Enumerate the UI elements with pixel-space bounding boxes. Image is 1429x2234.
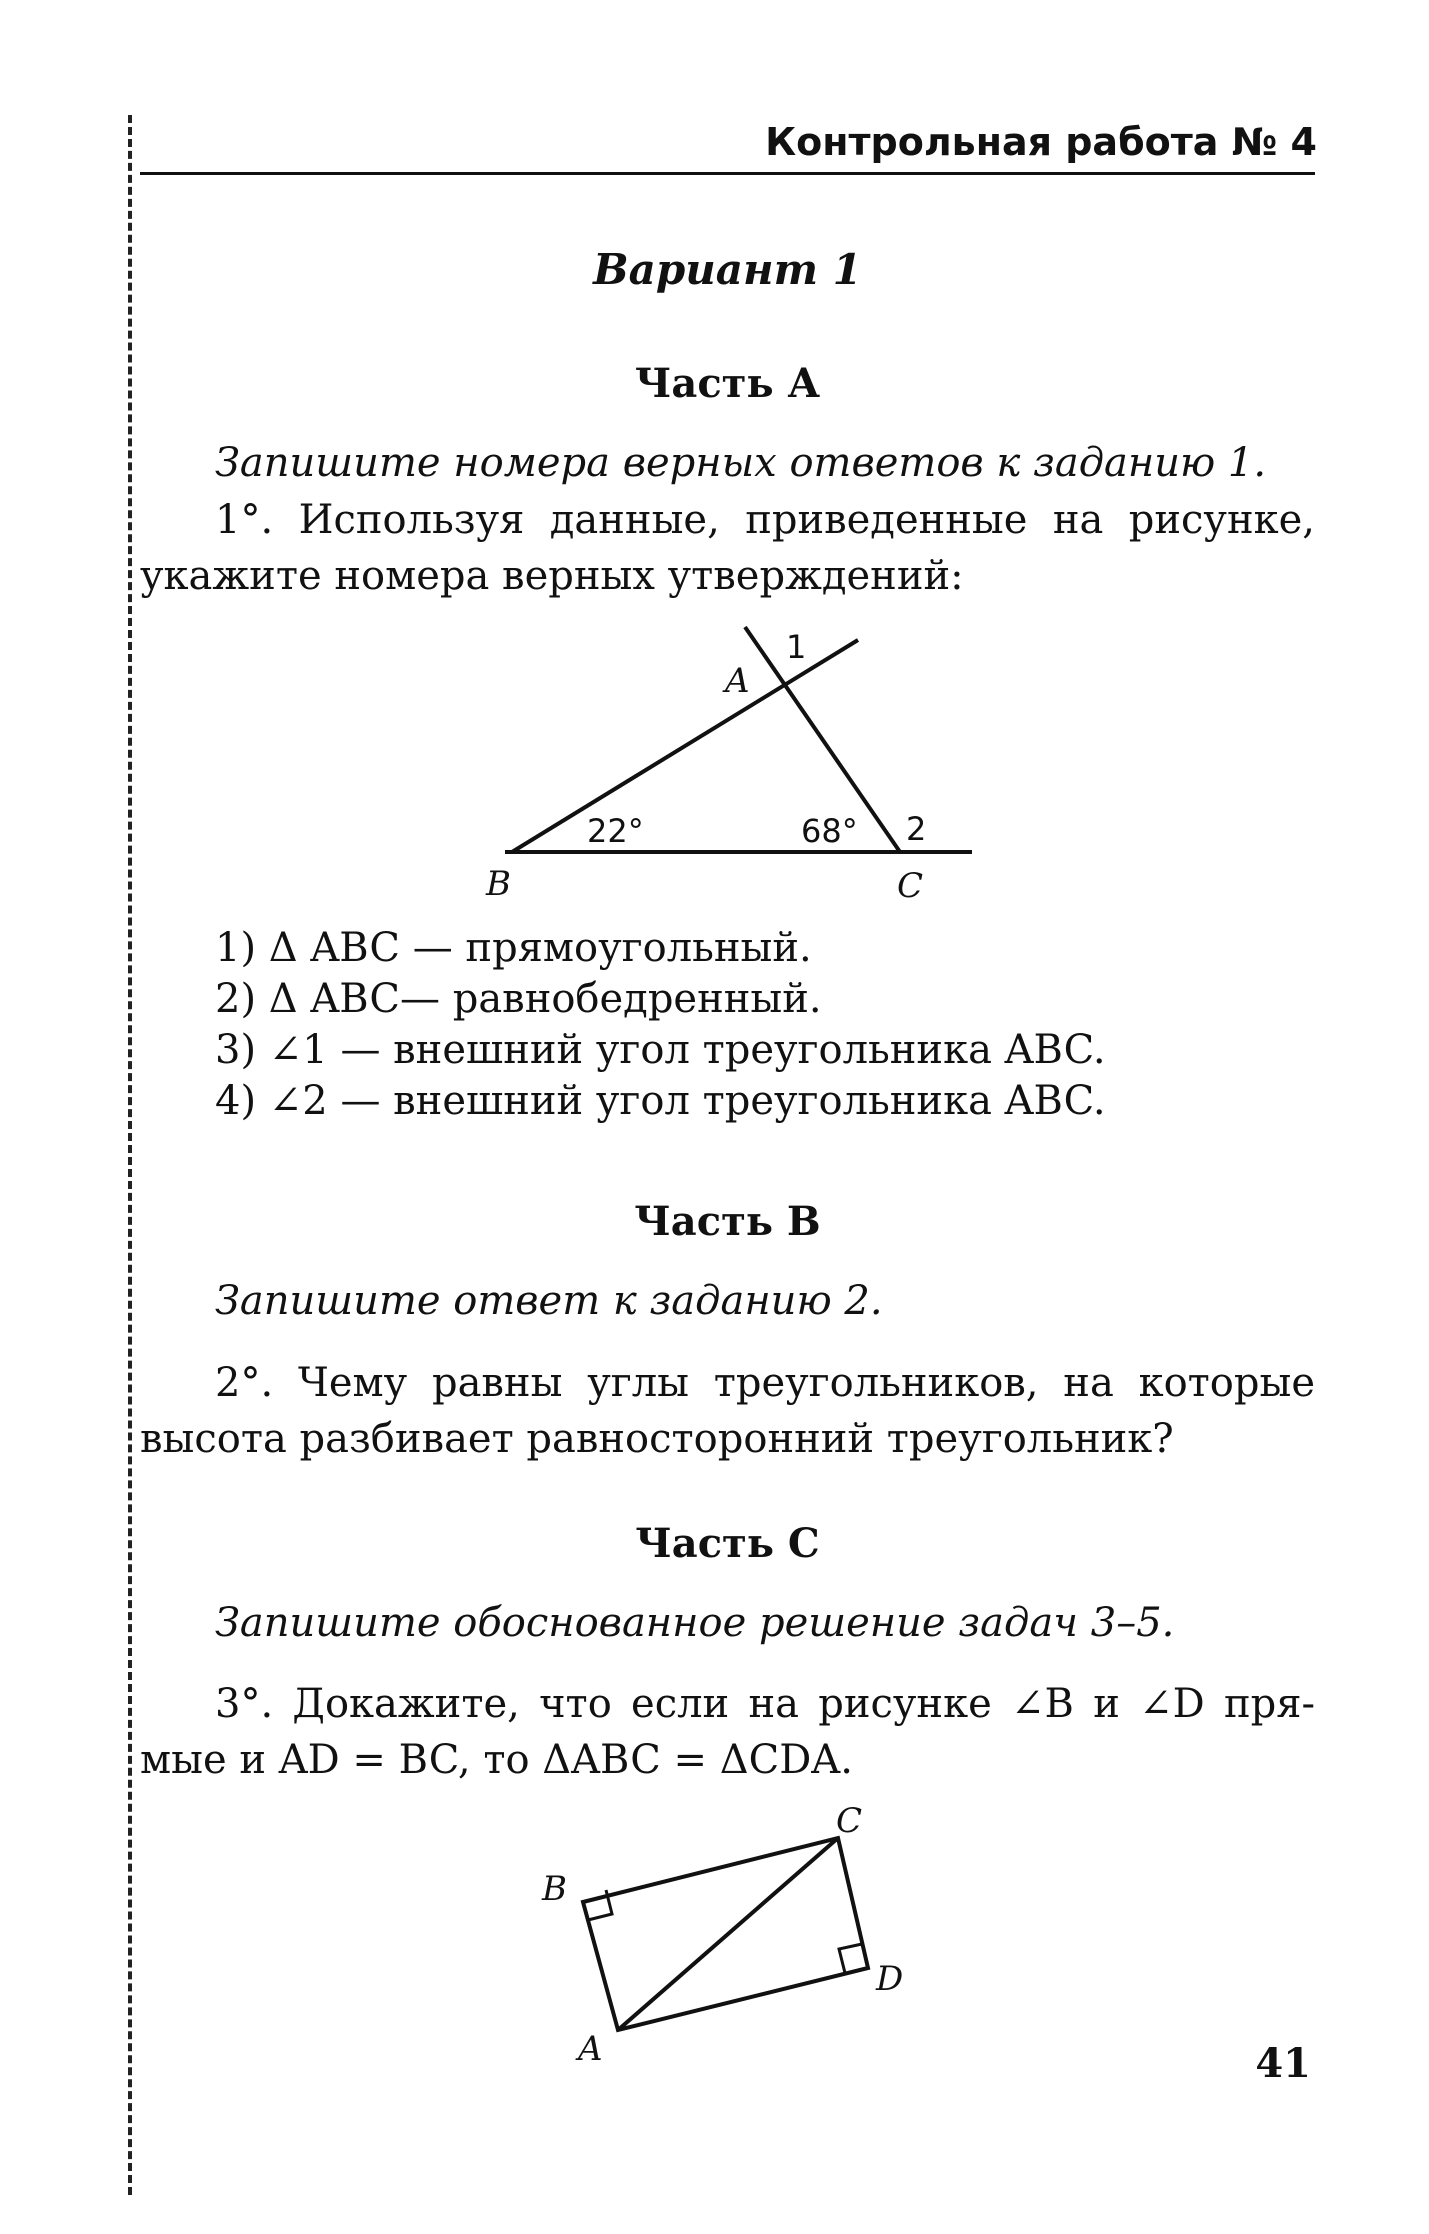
part-c-title: Часть С [635,1520,820,1567]
label-angle-1: 1 [786,628,807,666]
page-number: 41 [1255,2040,1311,2087]
label-c: C [897,866,924,906]
label-angle-2: 2 [906,810,927,848]
task-2-line-2: высота разбивает равносторонний треугольник? [140,1416,1174,1462]
task-1-line-2: укажите номера верных утверждений: [140,553,964,599]
option-1: 1) Δ ABC — прямоугольный. [215,925,812,971]
part-b-title: Часть В [634,1198,821,1245]
label-quad-a: A [578,2029,603,2069]
task-3-line-2: мые и AD = BC, то ΔABC = ΔCDA. [140,1737,853,1783]
task-3-line-1: 3°. Докажите, что если на рисунке ∠B и ∠D пря- [215,1681,1315,1727]
part-b-instruction: Запишите ответ к заданию 2. [215,1278,883,1324]
variant-title: Вариант 1 [593,245,862,294]
label-angle-b: 22° [587,812,644,850]
label-angle-c: 68° [801,812,858,850]
label-a: A [725,661,750,701]
right-angle-b [588,1890,612,1920]
option-4: 4) ∠2 — внешний угол треугольника ABC. [215,1078,1106,1124]
label-quad-b: B [542,1869,567,1909]
task-1-line-1: 1°. Используя данные, приведенные на рисунке, [215,497,1315,543]
task-2-line-1: 2°. Чему равны углы треугольников, на которые [215,1360,1315,1406]
option-3: 3) ∠1 — внешний угол треугольника ABC. [215,1027,1106,1073]
label-quad-d: D [876,1959,904,1999]
part-a-instruction: Запишите номера верных ответов к заданию 1. [215,440,1267,486]
option-2: 2) Δ ABC— равнобедренный. [215,976,822,1022]
part-a-title: Часть А [634,360,821,407]
label-b: B [486,864,511,904]
part-c-instruction: Запишите обоснованное решение задач 3–5. [215,1600,1175,1646]
label-quad-c: C [836,1801,863,1841]
header-title: Контрольная работа № 4 [765,120,1317,164]
